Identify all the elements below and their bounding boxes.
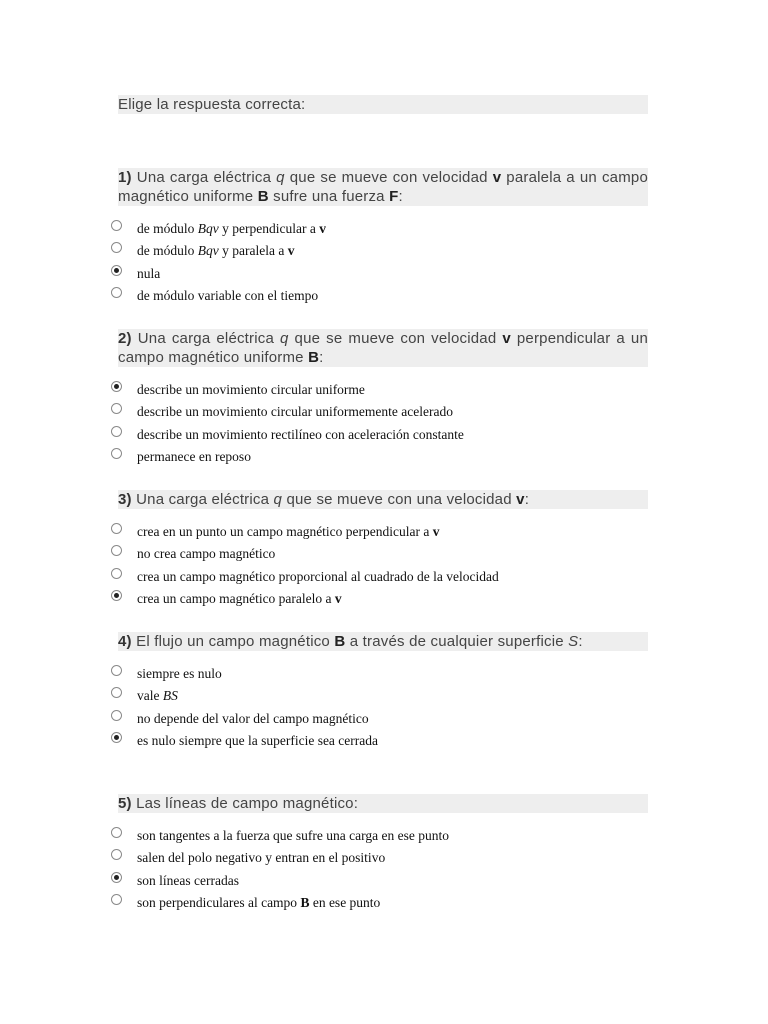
answer-option[interactable] [118, 543, 648, 565]
instructions-heading: Elige la respuesta correcta: [118, 95, 648, 114]
option-label: son líneas cerradas [137, 872, 239, 888]
option-label: no crea campo magnético [137, 546, 276, 562]
radio-button[interactable] [111, 287, 122, 298]
radio-button[interactable] [111, 710, 122, 721]
question-number: 1) [118, 169, 132, 186]
option-label: siempre es nulo [137, 666, 222, 681]
radio-button[interactable] [111, 827, 122, 838]
radio-button[interactable] [111, 523, 122, 534]
answer-option[interactable] [118, 588, 648, 610]
radio-button[interactable] [111, 872, 122, 883]
question-3-options [118, 521, 648, 610]
answer-option[interactable] [118, 285, 648, 307]
question-2 [118, 329, 648, 468]
answer-option[interactable] [118, 566, 648, 588]
radio-button[interactable] [111, 242, 122, 253]
question-4-options [118, 663, 648, 752]
answer-option[interactable] [118, 240, 648, 262]
option-label: son tangentes a la fuerza que sufre una carga en ese punto [137, 828, 449, 843]
question-number: 2) [118, 330, 132, 347]
answer-option[interactable] [118, 424, 648, 446]
radio-button[interactable] [111, 381, 122, 392]
question-number: 3) [118, 491, 132, 508]
radio-button[interactable] [111, 665, 122, 676]
answer-option[interactable] [118, 218, 648, 240]
answer-option[interactable] [118, 521, 648, 543]
question-5-stem: 5) Las líneas de campo magnético: [118, 794, 648, 813]
radio-button[interactable] [111, 568, 122, 579]
question-5-options [118, 825, 648, 914]
option-label: de módulo Bqv y paralela a v [137, 243, 295, 259]
answer-option[interactable] [118, 708, 648, 730]
option-label: describe un movimiento circular uniformemente acelerado [137, 404, 453, 420]
question-number: 4) [118, 633, 132, 650]
question-5 [118, 794, 648, 914]
option-label: crea un campo magnético proporcional al cuadrado de la velocidad [137, 568, 499, 584]
radio-button[interactable] [111, 426, 122, 437]
option-label: son perpendiculares al campo B en ese punto [137, 894, 381, 910]
option-label: describe un movimiento rectilíneo con aceleración constante [137, 426, 464, 442]
answer-option[interactable] [118, 263, 648, 285]
question-2-stem: 2) Una carga eléctrica q que se mueve con velocidad v perpendicular a un campo magnético uniforme B: [118, 330, 648, 366]
option-label: crea un campo magnético paralelo a v [137, 590, 342, 606]
answer-option[interactable] [118, 825, 648, 847]
option-label: no depende del valor del campo magnético [137, 710, 369, 726]
option-label: crea en un punto un campo magnético perpendicular a v [137, 524, 440, 539]
question-number: 5) [118, 795, 132, 812]
radio-button[interactable] [111, 590, 122, 601]
option-label: describe un movimiento circular uniforme [137, 382, 365, 397]
option-label: nula [137, 265, 161, 281]
question-4 [118, 632, 648, 752]
option-label: es nulo siempre que la superficie sea cerrada [137, 732, 379, 748]
question-4-stem: 4) El flujo un campo magnético B a través de cualquier superficie S: [118, 632, 648, 651]
option-label: vale BS [137, 688, 178, 704]
answer-option[interactable] [118, 663, 648, 685]
question-3 [118, 490, 648, 610]
answer-option[interactable] [118, 870, 648, 892]
radio-button[interactable] [111, 687, 122, 698]
answer-option[interactable] [118, 847, 648, 869]
option-label: salen del polo negativo y entran en el positivo [137, 850, 386, 866]
answer-option[interactable] [118, 685, 648, 707]
question-1 [118, 168, 648, 307]
question-3-stem: 3) Una carga eléctrica q que se mueve con una velocidad v: [118, 490, 648, 509]
radio-button[interactable] [111, 265, 122, 276]
question-1-options [118, 218, 648, 307]
radio-button[interactable] [111, 849, 122, 860]
option-label: permanece en reposo [137, 448, 251, 464]
option-label: de módulo variable con el tiempo [137, 287, 319, 303]
radio-button[interactable] [111, 403, 122, 414]
answer-option[interactable] [118, 401, 648, 423]
radio-button[interactable] [111, 732, 122, 743]
answer-option[interactable] [118, 446, 648, 468]
answer-option[interactable] [118, 730, 648, 752]
radio-button[interactable] [111, 448, 122, 459]
answer-option[interactable] [118, 379, 648, 401]
option-label: de módulo Bqv y perpendicular a v [137, 221, 326, 236]
radio-button[interactable] [111, 894, 122, 905]
radio-button[interactable] [111, 220, 122, 231]
answer-option[interactable] [118, 892, 648, 914]
radio-button[interactable] [111, 545, 122, 556]
question-2-options [118, 379, 648, 468]
question-1-stem: 1) Una carga eléctrica q que se mueve con velocidad v paralela a un campo magnético uniforme B sufre una fuerza F: [118, 169, 648, 205]
